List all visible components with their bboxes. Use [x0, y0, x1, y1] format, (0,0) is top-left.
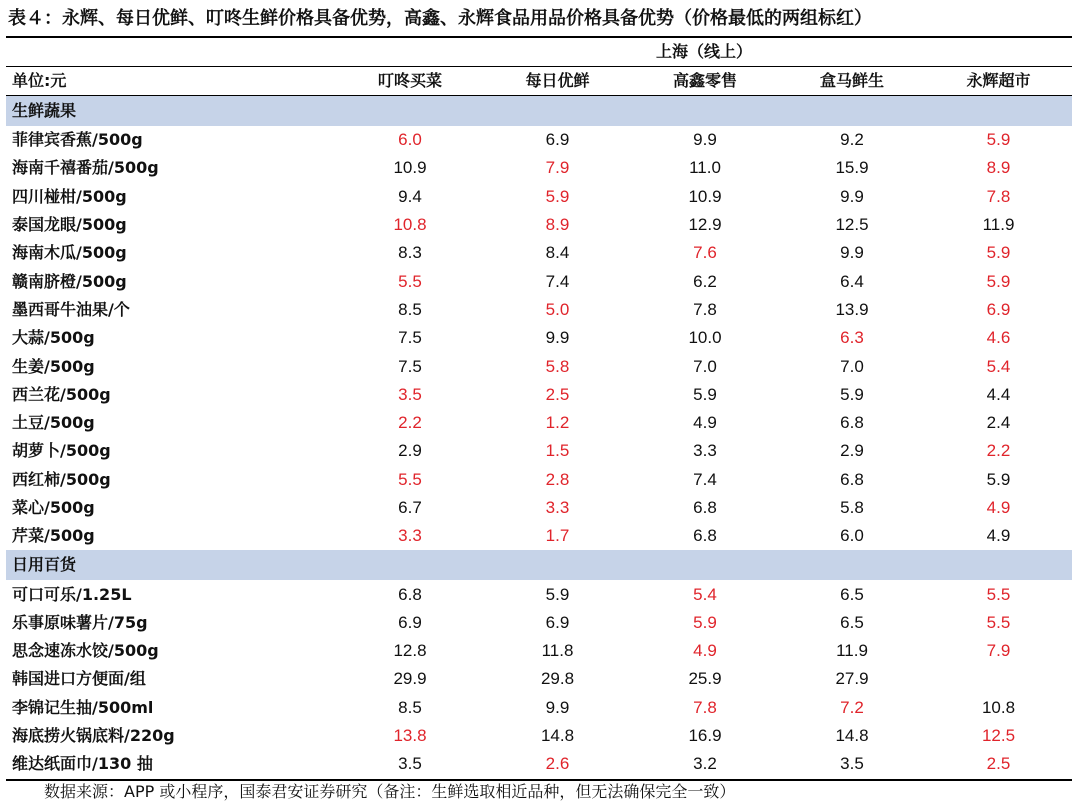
table-body	[6, 96, 1072, 780]
table-row	[6, 296, 1072, 324]
price-cell: 5.9	[545, 584, 570, 604]
price-cell: 6.0	[840, 526, 864, 546]
item-name: 西兰花/500g	[12, 384, 111, 404]
item-name: 土豆/500g	[12, 413, 95, 433]
price-cell-lowest: 4.6	[986, 328, 1011, 348]
price-cell: 6.7	[398, 498, 422, 517]
price-cell: 7.5	[398, 356, 422, 376]
price-cell: 6.8	[398, 584, 422, 604]
price-cell: 14.8	[835, 726, 869, 746]
price-cell: 3.5	[336, 750, 484, 779]
table-row	[6, 154, 1072, 182]
item-name: 海底捞火锅底料/220g	[12, 726, 175, 746]
price-cell-lowest: 4.9	[986, 498, 1011, 517]
price-cell-lowest: 7.9	[986, 641, 1011, 661]
table-row	[6, 580, 1072, 608]
price-cell-lowest: 13.8	[393, 726, 427, 746]
item-name: 泰国龙眼/500g	[12, 215, 127, 235]
item-name: 海南木瓜/500g	[12, 243, 127, 263]
item-name: 可口可乐/1.25L	[12, 584, 132, 604]
price-cell-lowest: 2.2	[398, 413, 422, 433]
price-cell-lowest: 5.9	[545, 186, 570, 206]
price-cell-lowest: 7.6	[693, 243, 717, 263]
price-cell: 10.9	[688, 186, 722, 206]
item-name: 胡萝卜/500g	[12, 441, 111, 461]
price-cell: 6.9	[545, 130, 570, 150]
item-name: 四川椪柑/500g	[12, 186, 127, 206]
price-cell: 14.8	[540, 726, 575, 746]
price-cell: 3.5	[779, 750, 925, 779]
region-header-row	[6, 37, 1072, 67]
price-cell-lowest: 2.5	[925, 750, 1072, 779]
price-cell-lowest: 5.5	[986, 612, 1011, 632]
price-cell: 8.3	[398, 243, 422, 263]
price-cell: 6.2	[693, 271, 717, 291]
item-name: 芹菜/500g	[12, 526, 95, 546]
price-cell: 6.8	[693, 498, 717, 517]
item-name: 乐事原味薯片/75g	[12, 612, 148, 632]
price-cell: 10.9	[393, 158, 427, 178]
price-cell-lowest: 4.9	[693, 641, 717, 661]
price-cell: 11.9	[836, 641, 868, 661]
price-cell: 13.9	[835, 299, 869, 319]
table-row	[6, 352, 1072, 380]
table-row	[6, 409, 1072, 437]
price-cell: 2.9	[840, 441, 864, 461]
price-cell: 12.9	[688, 215, 722, 235]
price-cell: 6.4	[840, 271, 864, 291]
column-header: 高鑫零售	[631, 67, 779, 96]
price-cell-lowest: 5.9	[986, 271, 1011, 291]
price-table-container	[6, 36, 1072, 781]
section-title: 生鲜蔬果	[6, 96, 1072, 127]
price-cell: 3.2	[631, 750, 779, 779]
price-cell: 29.8	[540, 669, 575, 689]
table-row	[6, 722, 1072, 750]
section-row	[6, 96, 1072, 127]
table-row	[6, 637, 1072, 665]
price-cell: 9.9	[545, 328, 570, 348]
price-cell: 5.8	[840, 498, 864, 517]
column-header: 每日优鲜	[484, 67, 631, 96]
price-cell: 6.8	[840, 469, 864, 489]
price-cell: 2.4	[986, 413, 1011, 433]
price-cell: 7.4	[545, 271, 570, 291]
column-header: 叮咚买菜	[336, 67, 484, 96]
table-row	[6, 183, 1072, 211]
price-cell: 12.5	[835, 215, 869, 235]
price-cell: 9.9	[693, 130, 717, 150]
item-name: 维达纸面巾/130 抽	[6, 750, 336, 779]
price-cell: 3.3	[693, 441, 717, 461]
column-header: 盒马鲜生	[779, 67, 925, 96]
price-cell-lowest: 6.9	[986, 299, 1011, 319]
price-cell: 9.9	[840, 186, 864, 206]
price-cell: 5.9	[986, 469, 1011, 489]
table-row	[6, 126, 1072, 154]
price-cell-lowest: 7.9	[545, 158, 570, 178]
price-cell: 6.8	[693, 526, 717, 546]
item-name: 大蒜/500g	[12, 328, 95, 348]
price-cell: 6.5	[840, 584, 864, 604]
price-cell-lowest: 7.8	[693, 697, 717, 717]
price-cell: 7.0	[840, 356, 864, 376]
price-cell: 16.9	[688, 726, 722, 746]
price-cell-lowest: 5.9	[986, 243, 1011, 263]
section-title: 日用百货	[6, 550, 1072, 580]
price-cell-lowest: 5.9	[986, 130, 1011, 150]
price-cell	[925, 665, 1072, 693]
price-cell-lowest: 2.6	[484, 750, 631, 779]
price-cell-lowest: 5.5	[398, 271, 422, 291]
price-cell: 6.9	[545, 612, 570, 632]
price-cell-lowest: 5.5	[398, 469, 422, 489]
price-cell: 2.9	[398, 441, 422, 461]
table-row	[6, 522, 1072, 550]
price-cell: 29.9	[393, 669, 427, 689]
source-note: 数据来源：APP 或小程序，国泰君安证券研究（备注：生鲜选取相近品种，但无法确保完全一致）	[44, 782, 736, 801]
table-row	[6, 494, 1072, 522]
price-cell-lowest: 7.8	[986, 186, 1011, 206]
price-cell-lowest: 5.0	[545, 299, 570, 319]
price-cell-lowest: 3.3	[398, 526, 422, 546]
price-cell-lowest: 1.5	[545, 441, 570, 461]
price-cell: 27.9	[835, 669, 869, 689]
table-row	[6, 437, 1072, 465]
price-cell: 9.4	[398, 186, 422, 206]
item-name: 思念速冻水饺/500g	[12, 641, 159, 661]
price-cell: 7.0	[693, 356, 717, 376]
price-cell-lowest: 1.7	[545, 526, 570, 546]
item-name: 韩国进口方便面/组	[12, 669, 146, 689]
price-cell: 5.9	[840, 384, 864, 404]
price-cell: 4.9	[693, 413, 717, 433]
price-cell-lowest: 5.8	[545, 356, 570, 376]
price-cell: 6.8	[840, 413, 864, 433]
price-cell-lowest: 6.3	[840, 328, 864, 348]
price-cell-lowest: 5.4	[693, 584, 717, 604]
price-cell-lowest: 6.0	[398, 130, 422, 150]
price-cell: 9.9	[545, 697, 570, 717]
table-title: 表４：永辉、每日优鲜、叮咚生鲜价格具备优势，高鑫、永辉食品用品价格具备优势（价格最低的两组标红）	[8, 8, 872, 29]
table-row	[6, 466, 1072, 494]
price-cell-lowest: 5.9	[693, 612, 717, 632]
price-cell: 8.4	[545, 243, 570, 263]
price-cell: 8.5	[398, 697, 422, 717]
price-cell: 4.4	[986, 384, 1011, 404]
price-cell-lowest: 3.3	[545, 498, 570, 517]
price-cell: 7.5	[398, 328, 422, 348]
price-cell: 10.0	[688, 328, 722, 348]
table-row	[6, 694, 1072, 722]
price-cell: 10.8	[981, 697, 1016, 717]
price-cell: 6.9	[398, 612, 422, 632]
item-name: 菲律宾香蕉/500g	[12, 130, 143, 150]
price-cell-lowest: 2.8	[545, 469, 570, 489]
price-cell: 9.2	[840, 130, 864, 150]
table-row	[6, 324, 1072, 352]
price-cell-lowest: 8.9	[545, 215, 570, 235]
price-cell: 7.8	[693, 299, 717, 319]
table-row	[6, 239, 1072, 267]
price-cell: 15.9	[835, 158, 869, 178]
table-row	[6, 267, 1072, 295]
item-name: 李锦记生抽/500ml	[12, 697, 154, 717]
price-cell-lowest: 3.5	[398, 384, 422, 404]
item-name: 西红柿/500g	[12, 469, 111, 489]
table-row	[6, 609, 1072, 637]
price-cell: 5.9	[693, 384, 717, 404]
price-cell: 6.5	[840, 612, 864, 632]
price-cell-lowest: 2.5	[545, 384, 570, 404]
price-cell-lowest: 5.4	[986, 356, 1011, 376]
item-name: 生姜/500g	[12, 356, 95, 376]
price-cell-lowest: 1.2	[545, 413, 570, 433]
section-row	[6, 550, 1072, 580]
price-cell-lowest: 7.2	[840, 697, 864, 717]
item-name: 墨西哥牛油果/个	[12, 299, 130, 319]
price-cell-lowest: 8.9	[986, 158, 1011, 178]
column-header: 永辉超市	[925, 67, 1072, 96]
price-cell: 11.8	[541, 641, 574, 661]
price-cell-lowest: 10.8	[393, 215, 427, 235]
price-cell-lowest: 2.2	[986, 441, 1011, 461]
price-cell: 25.9	[688, 669, 722, 689]
column-header-row	[6, 67, 1072, 96]
price-cell: 9.9	[840, 243, 864, 263]
unit-label: 单位:元	[6, 67, 336, 96]
price-cell: 4.9	[986, 526, 1011, 546]
table-row	[6, 665, 1072, 693]
table-row	[6, 381, 1072, 409]
price-cell: 12.8	[393, 641, 427, 661]
price-cell-lowest: 12.5	[981, 726, 1016, 746]
price-table	[6, 36, 1072, 781]
price-cell: 7.4	[693, 469, 717, 489]
price-cell: 11.9	[982, 215, 1015, 235]
price-cell: 8.5	[398, 299, 422, 319]
region-label: 上海（线上）	[336, 37, 1072, 67]
item-name: 菜心/500g	[12, 498, 95, 517]
price-cell-lowest: 5.5	[986, 584, 1011, 604]
table-row	[6, 750, 1072, 779]
item-name: 赣南脐橙/500g	[12, 271, 127, 291]
table-row	[6, 211, 1072, 239]
item-name: 海南千禧番茄/500g	[12, 158, 159, 178]
price-cell: 11.0	[689, 158, 721, 178]
